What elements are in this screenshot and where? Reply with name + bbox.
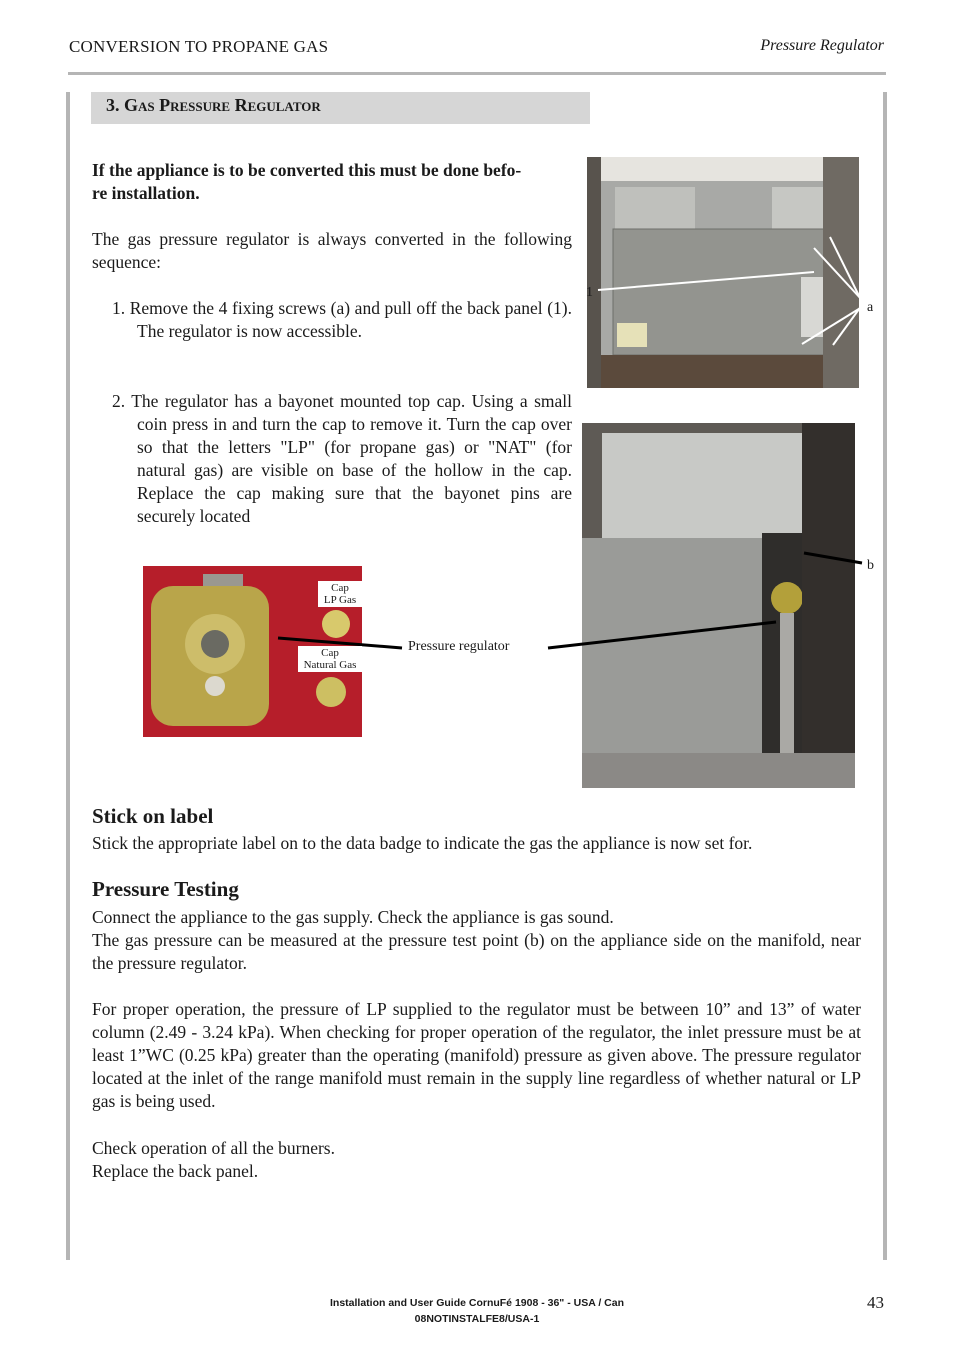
label-pressure-regulator: Pressure regulator <box>408 639 510 654</box>
step-1: 1. Remove the 4 fixing screws (a) and pull off the back panel (1). The regulator is now accessible. <box>112 298 572 341</box>
label-cap-lp <box>318 581 362 607</box>
label-back-panel: 1 <box>586 285 593 300</box>
pressure-testing-para-1 <box>92 906 861 975</box>
pressure-testing-line-1: Connect the appliance to the gas supply. Check the appliance is gas sound. <box>92 907 614 927</box>
section-title: Gas Pressure Regulator <box>124 95 321 115</box>
pressure-testing-para-2: For proper operation, the pressure of LP supplied to the regulator must be between 10” and 13” of water column (2.49 - 3.24 kPa). When checking for proper operation of the regulator, the inlet pressure must be at least 1”WC (0.25 kPa) greater than the operating (manifold) pressure as given above. The pressure regulator located at the inlet of the range manifold must remain in the supply line regardless of whether natural or LP gas is being used. <box>92 999 861 1111</box>
step-2: 2. The regulator has a bayonet mounted top cap. Using a small coin press in and turn the cap to remove it. Turn the cap over so that the letters "LP" (for propane gas) or "NAT" (for natural gas) are visible on base of the hollow in the cap. Replace the cap making sure that the bayonet pins are securely located <box>112 391 572 526</box>
label-cap-lp-line2: LP Gas <box>323 594 357 606</box>
pressure-testing-line-2: The gas pressure can be measured at the pressure test point (b) on the appliance side on the manifold, near the pressure regulator. <box>92 930 861 973</box>
label-cap-lp-line1: Cap <box>331 582 349 594</box>
running-header-section: Pressure Regulator <box>760 37 884 54</box>
page-number: 43 <box>867 1293 884 1312</box>
check-burners-line: Check operation of all the burners. <box>92 1138 335 1158</box>
footer-guide-title: Installation and User Guide CornuFé 1908 - 36" - USA / Can <box>330 1297 624 1309</box>
warning-line-2: re installation. <box>92 183 200 203</box>
footer-doc-code: 08NOTINSTALFE8/USA-1 <box>414 1313 540 1325</box>
pressure-testing-heading: Pressure Testing <box>92 877 239 901</box>
section-number: 3. <box>106 95 120 115</box>
label-cap-natural-line2: Natural Gas <box>303 659 357 671</box>
replace-panel-line: Replace the back panel. <box>92 1161 259 1181</box>
label-fixing-screws: a <box>867 300 874 315</box>
stick-label-text: Stick the appropriate label on to the data badge to indicate the gas the appliance is now set for. <box>92 833 753 853</box>
warning-line-1: If the appliance is to be converted this must be done befo- <box>92 160 522 180</box>
label-cap-natural <box>298 646 362 672</box>
stick-label-heading: Stick on label <box>92 804 214 828</box>
label-test-point: b <box>867 558 874 573</box>
pressure-testing-para-3 <box>92 1137 861 1183</box>
label-cap-natural-line1: Cap <box>321 647 339 659</box>
sequence-intro: The gas pressure regulator is always converted in the following sequence: <box>92 229 572 272</box>
running-header-title: CONVERSION TO PROPANE GAS <box>69 37 329 56</box>
